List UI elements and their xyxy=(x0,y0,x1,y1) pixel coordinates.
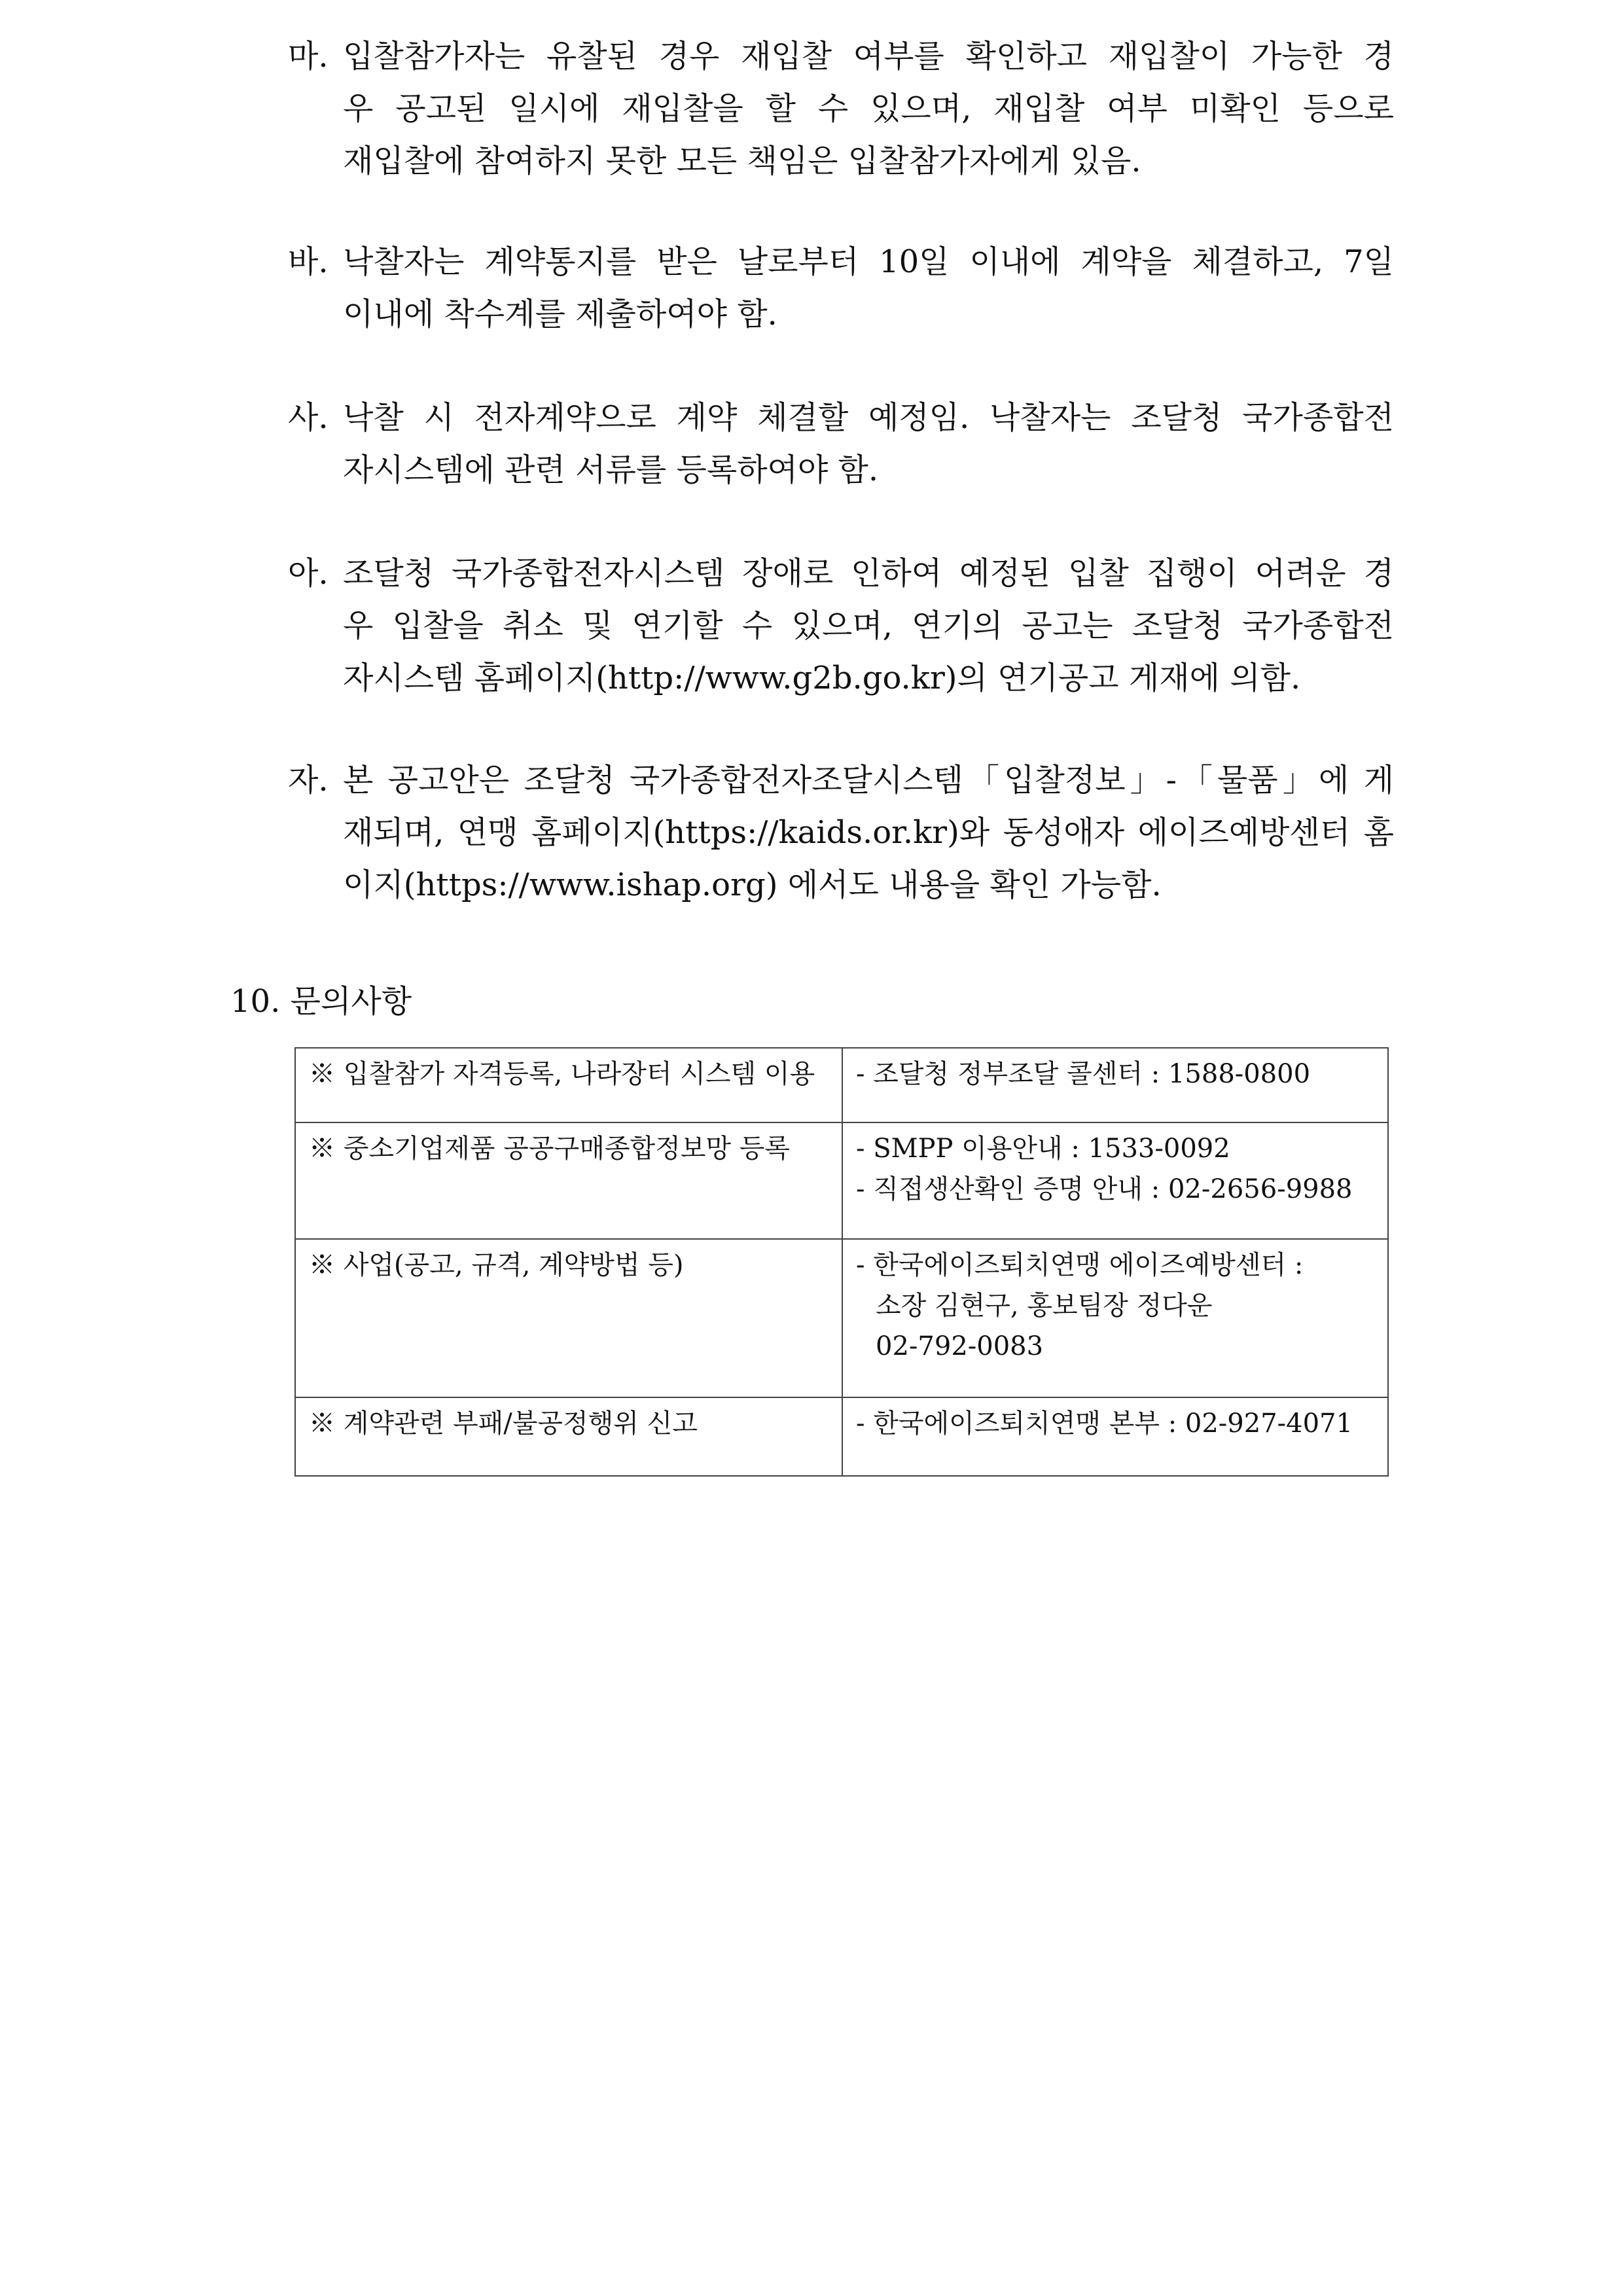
contact-detail-line: - 조달청 정부조달 콜센터 : 1588-0800 xyxy=(856,1059,1311,1089)
item-text: 우 공고된 일시에 재입찰을 할 수 있으며, 재입찰 여부 미확인 등으로 xyxy=(343,90,1394,127)
contact-table xyxy=(294,1047,1389,1477)
notice-item-a xyxy=(288,547,1394,704)
contact-topic: ※ 계약관련 부패/불공정행위 신고 xyxy=(295,1397,842,1476)
item-text: 재입찰에 참여하지 못한 모든 책임은 입찰참가자에게 있음. xyxy=(343,143,1141,179)
item-text: 이내에 착수계를 제출하여야 함. xyxy=(343,296,777,332)
item-text: 자시스템 홈페이지(http://www.g2b.go.kr)의 연기공고 게재에 의함. xyxy=(343,660,1301,696)
contact-topic: ※ 입찰참가 자격등록, 나라장터 시스템 이용 xyxy=(295,1048,842,1122)
item-line xyxy=(288,754,1394,806)
item-marker: 자. xyxy=(288,762,329,798)
contact-details xyxy=(842,1048,1388,1122)
notice-item-ja xyxy=(288,754,1394,911)
notice-item-ba xyxy=(288,236,1394,340)
item-line xyxy=(288,82,1394,135)
item-text: 재되며, 연맹 홈페이지(https://kaids.or.kr)와 동성애자 에이즈예방센터 홈 xyxy=(343,814,1394,851)
table-row xyxy=(295,1397,1388,1476)
item-marker: 바. xyxy=(288,243,329,280)
contact-detail-line: - 한국에이즈퇴치연맹 에이즈예방센터 : xyxy=(856,1250,1304,1280)
contact-detail-line: - SMPP 이용안내 : 1533-0092 xyxy=(856,1134,1230,1164)
item-line xyxy=(288,547,1394,600)
contact-detail-line: 02-792-0083 xyxy=(876,1331,1044,1361)
section-title-inquiries: 10. 문의사항 xyxy=(230,983,412,1020)
item-text: 본 공고안은 조달청 국가종합전자조달시스템「입찰정보」-「물품」에 게 xyxy=(343,762,1394,798)
item-line xyxy=(288,652,1394,704)
item-line xyxy=(288,236,1394,288)
item-marker: 마. xyxy=(288,38,329,75)
notice-item-ma xyxy=(288,30,1394,187)
table-row xyxy=(295,1122,1388,1239)
item-text: 낙찰자는 계약통지를 받은 날로부터 10일 이내에 계약을 체결하고, 7일 xyxy=(343,243,1394,280)
item-line xyxy=(288,288,1394,340)
contact-detail-line: - 직접생산확인 증명 안내 : 02-2656-9988 xyxy=(856,1174,1353,1204)
contact-details xyxy=(842,1239,1388,1397)
item-line xyxy=(288,859,1394,911)
item-text: 우 입찰을 취소 및 연기할 수 있으며, 연기의 공고는 조달청 국가종합전 xyxy=(343,607,1394,644)
notice-item-sa xyxy=(288,391,1394,496)
item-text: 조달청 국가종합전자시스템 장애로 인하여 예정된 입찰 집행이 어려운 경 xyxy=(343,555,1394,592)
table-row xyxy=(295,1239,1388,1397)
item-marker: 아. xyxy=(288,555,329,592)
item-line xyxy=(288,30,1394,82)
item-line xyxy=(288,600,1394,652)
contact-details xyxy=(842,1397,1388,1476)
item-text: 낙찰 시 전자계약으로 계약 체결할 예정임. 낙찰자는 조달청 국가종합전 xyxy=(343,399,1394,436)
contact-detail-line: 소장 김현구, 홍보팀장 정다운 xyxy=(876,1291,1213,1321)
item-text: 이지(https://www.ishap.org) 에서도 내용을 확인 가능함. xyxy=(343,867,1162,903)
item-line xyxy=(288,135,1394,187)
item-marker: 사. xyxy=(288,399,329,436)
contact-detail-line: - 한국에이즈퇴치연맹 본부 : 02-927-4071 xyxy=(856,1408,1353,1439)
contact-topic: ※ 중소기업제품 공공구매종합정보망 등록 xyxy=(295,1122,842,1239)
table-row xyxy=(295,1048,1388,1122)
item-text: 자시스템에 관련 서류를 등록하여야 함. xyxy=(343,452,879,488)
contact-topic: ※ 사업(공고, 규격, 계약방법 등) xyxy=(295,1239,842,1397)
contact-details xyxy=(842,1122,1388,1239)
item-line xyxy=(288,444,1394,496)
item-line xyxy=(288,806,1394,859)
item-line xyxy=(288,391,1394,444)
item-text: 입찰참가자는 유찰된 경우 재입찰 여부를 확인하고 재입찰이 가능한 경 xyxy=(343,38,1394,75)
